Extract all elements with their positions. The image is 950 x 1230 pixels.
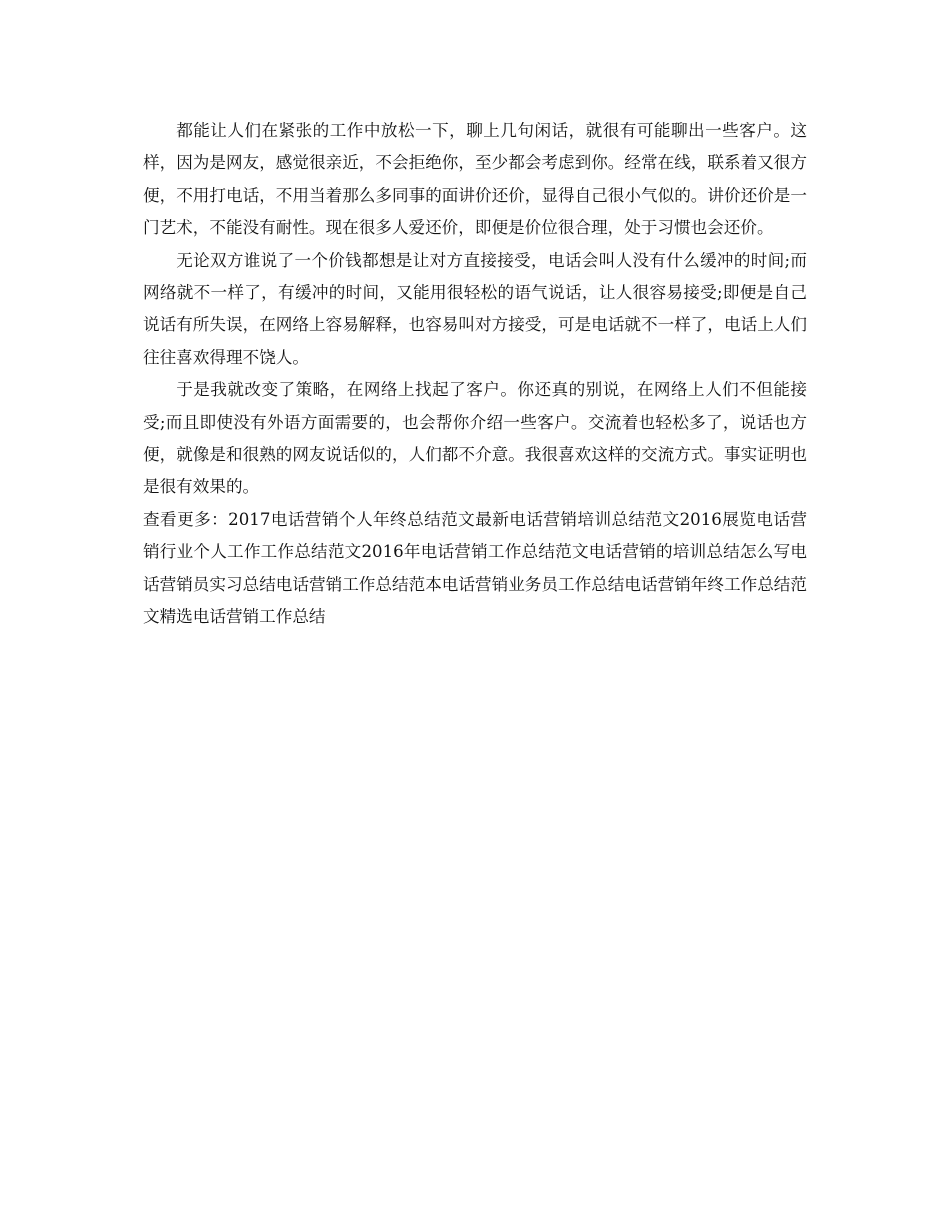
paragraph-3: 于是我就改变了策略，在网络上找起了客户。你还真的别说，在网络上人们不但能接受;而且即使没有外语方面需要的，也会帮你介绍一些客户。交流着也轻松多了，说话也方便，就像是和很熟的网友说话似的，人们都不介意。我很喜欢这样的交流方式。事实证明也是很有效果的。 — [143, 380, 807, 497]
paragraph-1: 都能让人们在紧张的工作中放松一下，聊上几句闲话，就很有可能聊出一些客户。这样，因为是网友，感觉很亲近，不会拒绝你，至少都会考虑到你。经常在线，联系着又很方便，不用打电话，不用当着那么多同事的面讲价还价，显得自己很小气似的。讲价还价是一门艺术，不能没有耐性。现在很多人爱还价，即便是价位很合理，处于习惯也会还价。 — [143, 121, 807, 238]
document-body — [143, 115, 807, 634]
see-more-links: 查看更多：2017电话营销个人年终总结范文最新电话营销培训总结范文2016展览电话营销行业个人工作工作总结范文2016年电话营销工作总结范文电话营销的培训总结怎么写电话营销员实习总结电话营销工作总结范本电话营销业务员工作总结电话营销年终工作总结范文精选电话营销工作总结 — [143, 509, 807, 627]
paragraph-2: 无论双方谁说了一个价钱都想是让对方直接接受，电话会叫人没有什么缓冲的时间;而网络就不一样了，有缓冲的时间，又能用很轻松的语气说话，让人很容易接受;即便是自己说话有所失误，在网络上容易解释，也容易叫对方接受，可是电话就不一样了，电话上人们往往喜欢得理不饶人。 — [143, 250, 807, 367]
